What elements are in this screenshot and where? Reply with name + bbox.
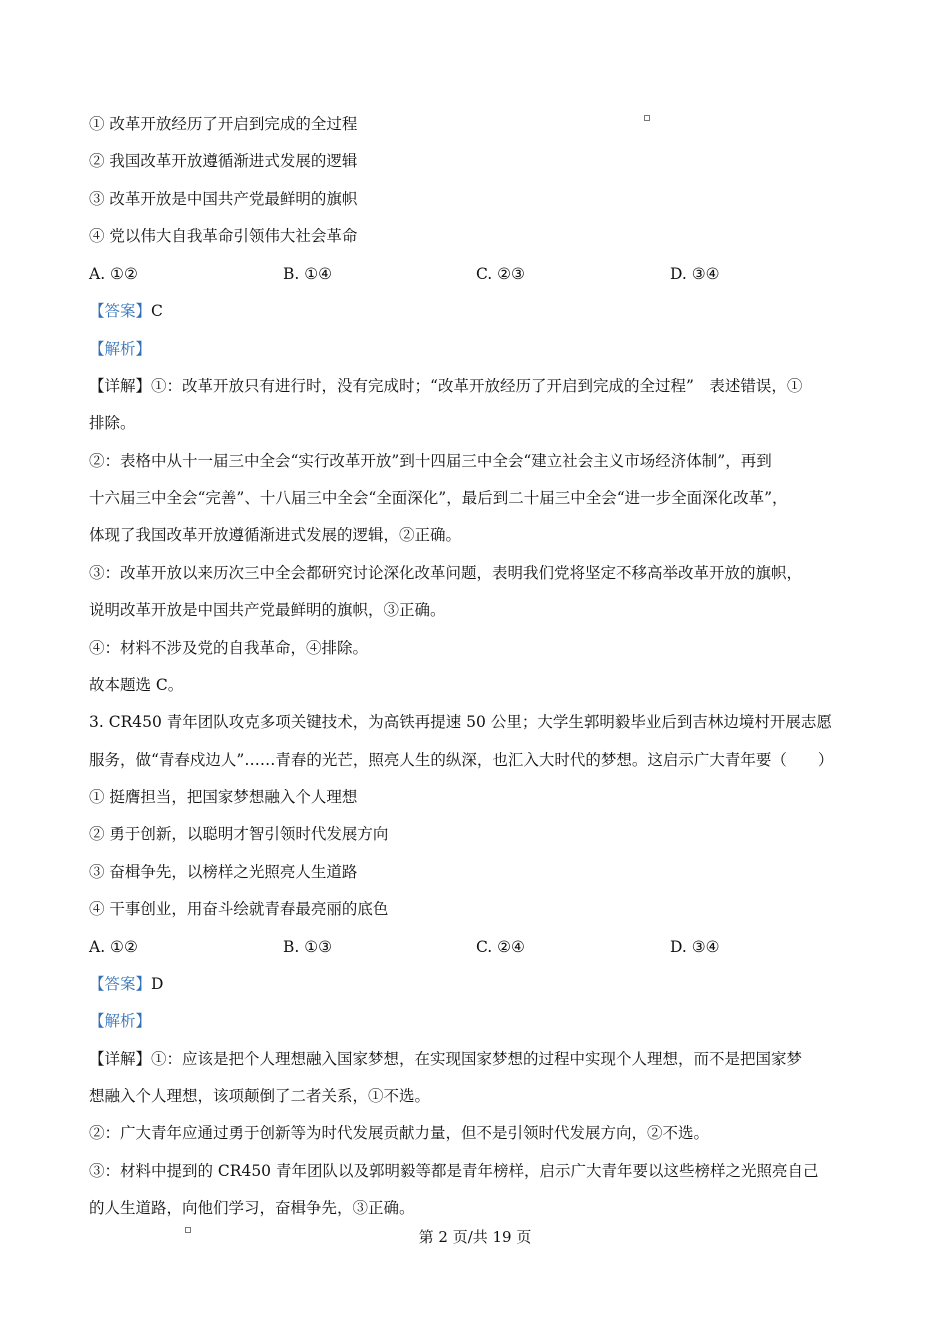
answer-tag: 【答案】 xyxy=(89,975,152,993)
q3-stem-line-2: 服务，做“青春戍边人”……青春的光芒，照亮人生的纵深，也汇入大时代的梦想。这启示广大青年要（ ） xyxy=(89,751,834,769)
q3-item-3: ③ 奋楫争先，以榜样之光照亮人生道路 xyxy=(89,863,358,881)
q2-detail-line-5: 体现了我国改革开放遵循渐进式发展的逻辑，②正确。 xyxy=(89,526,462,544)
q2-option-c: C. ②③ xyxy=(476,265,525,283)
q3-option-c: C. ②④ xyxy=(476,938,525,956)
q2-detail-line-6: ③：改革开放以来历次三中全会都研究讨论深化改革问题，表明我们党将坚定不移高举改革开放的旗帜， xyxy=(89,564,803,582)
q3-item-1: ① 挺膺担当，把国家梦想融入个人理想 xyxy=(89,788,358,806)
q2-item-1: ① 改革开放经历了开启到完成的全过程 xyxy=(89,115,358,133)
q3-answer xyxy=(89,973,890,995)
page-number: 第 2 页/共 19 页 xyxy=(418,1228,532,1246)
q3-detail-line-2: 想融入个人理想，该项颠倒了二者关系，①不选。 xyxy=(89,1087,431,1105)
q2-detail-line-8: ④：材料不涉及党的自我革命，④排除。 xyxy=(89,639,369,657)
answer-value: D xyxy=(151,975,164,993)
q2-answer xyxy=(89,300,890,322)
q2-detail-line-9: 故本题选 C。 xyxy=(89,676,184,694)
q3-detail-line-4: ③：材料中提到的 CR450 青年团队以及郭明毅等都是青年榜样，启示广大青年要以这些榜样之光照亮自己 xyxy=(89,1162,819,1180)
q2-detail-line-1 xyxy=(89,375,890,397)
q3-option-b: B. ①③ xyxy=(283,938,333,956)
answer-tag: 【答案】 xyxy=(89,302,152,320)
q2-item-2: ② 我国改革开放遵循渐进式发展的逻辑 xyxy=(89,152,358,170)
q2-item-3: ③ 改革开放是中国共产党最鲜明的旗帜 xyxy=(89,190,358,208)
detail-text: ①：改革开放只有进行时，没有完成时；“改革开放经历了开启到完成的全过程” 表述错误，① xyxy=(151,377,803,395)
q2-analysis-tag: 【解析】 xyxy=(89,340,152,358)
answer-value: C xyxy=(151,302,163,320)
q3-detail-line-3: ②：广大青年应通过勇于创新等为时代发展贡献力量，但不是引领时代发展方向，②不选。 xyxy=(89,1124,710,1142)
detail-tag: 【详解】 xyxy=(89,1050,152,1068)
q3-item-2: ② 勇于创新，以聪明才智引领时代发展方向 xyxy=(89,825,389,843)
q3-option-a: A. ①② xyxy=(89,938,138,956)
q2-detail-line-7: 说明改革开放是中国共产党最鲜明的旗帜，③正确。 xyxy=(89,601,446,619)
q2-detail-line-3: ②：表格中从十一届三中全会“实行改革开放”到十四届三中全会“建立社会主义市场经济体制”，再到 xyxy=(89,452,772,470)
q3-detail-line-5: 的人生道路，向他们学习，奋楫争先，③正确。 xyxy=(89,1199,415,1217)
q2-option-d: D. ③④ xyxy=(670,265,720,283)
q3-item-4: ④ 干事创业，用奋斗绘就青春最亮丽的底色 xyxy=(89,900,389,918)
q3-detail-line-1 xyxy=(89,1048,890,1070)
q2-option-b: B. ①④ xyxy=(283,265,333,283)
detail-tag: 【详解】 xyxy=(89,377,152,395)
q3-analysis-tag: 【解析】 xyxy=(89,1012,152,1030)
q3-stem-line-1: 3. CR450 青年团队攻克多项关键技术，为高铁再提速 50 公里；大学生郭明毅毕业后到吉林边境村开展志愿 xyxy=(89,713,832,731)
q2-detail-line-2: 排除。 xyxy=(89,414,136,432)
q2-item-4: ④ 党以伟大自我革命引领伟大社会革命 xyxy=(89,227,358,245)
detail-text: ①：应该是把个人理想融入国家梦想，在实现国家梦想的过程中实现个人理想，而不是把国家梦 xyxy=(151,1050,803,1068)
q3-option-d: D. ③④ xyxy=(670,938,720,956)
q2-option-a: A. ①② xyxy=(89,265,138,283)
q2-detail-line-4: 十六届三中全会“完善”、十八届三中全会“全面深化”，最后到二十届三中全会“进一步全面深化改革”， xyxy=(89,489,788,507)
